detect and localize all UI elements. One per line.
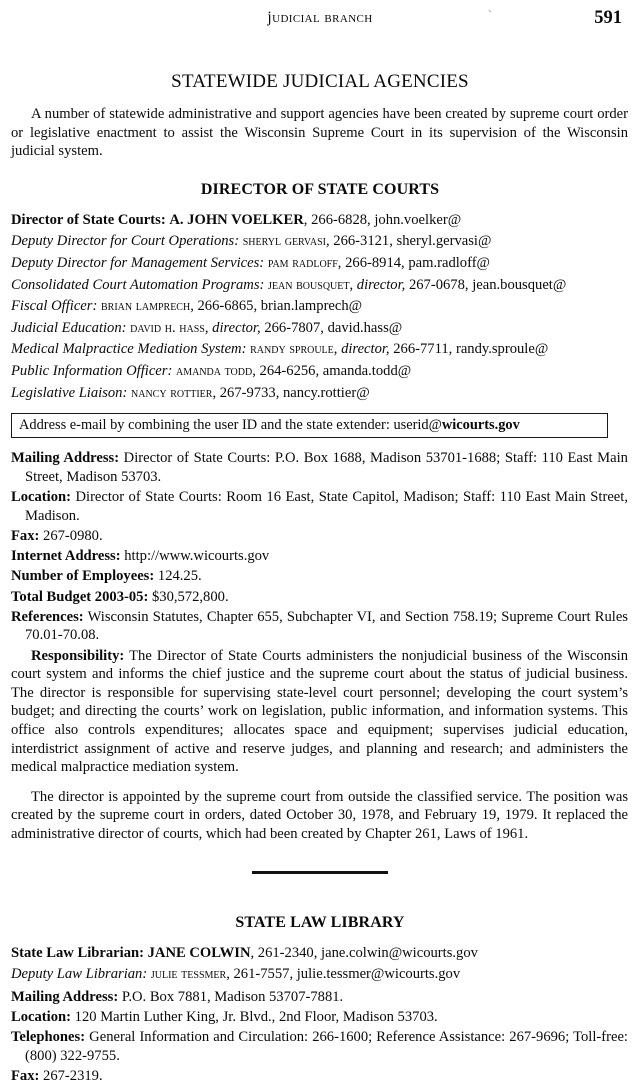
staff-email: jean.bousquet@ [472, 276, 567, 293]
staff-entry: Deputy Law Librarian: julie tessmer, 261-7557, julie.tessmer@wicourts.gov [11, 966, 461, 983]
subsection-heading-director-of-state-courts: DIRECTOR OF STATE COURTS [200, 180, 440, 198]
responsibility-label: Responsibility: [31, 647, 125, 664]
info-label: Location: [11, 1009, 71, 1026]
info-label: Number of Employees: [11, 568, 155, 585]
info-entry [11, 488, 628, 525]
info-value: Director of State Courts: P.O. Box 1688, Madison 53701-1688; Staff: 110 East Main Street, Madison 53703. [25, 450, 628, 485]
staff-entry: Legislative Liaison: nancy rottier, 267-9733, nancy.rottier@ [11, 384, 370, 401]
staff-role-label: Deputy Director for Court Operations: [11, 233, 240, 250]
section-divider-rule [252, 871, 388, 874]
email-note-text: Address e-mail by combining the user ID and the state extender: userid@ [19, 417, 442, 434]
staff-list-director-of-state-courts [11, 210, 630, 404]
staff-role-label: Legislative Liaison: [11, 384, 128, 401]
info-value: http://www.wicourts.gov [124, 548, 270, 565]
staff-person-name: randy sproule [250, 341, 334, 358]
info-label: Mailing Address: [11, 988, 119, 1005]
staff-entry: State Law Librarian: JANE COLWIN, 261-2340, jane.colwin@wicourts.gov [11, 944, 478, 961]
staff-designation: director, [356, 276, 406, 293]
staff-entry: Judicial Education: david h. hass, director, 266-7807, david.hass@ [11, 319, 403, 336]
info-entry [11, 1067, 628, 1086]
info-label: Location: [11, 489, 71, 506]
staff-phone: 267-0678 [408, 276, 465, 293]
staff-entry: Medical Malpractice Mediation System: randy sproule, director, 266-7711, randy.sproule@ [11, 341, 549, 358]
info-entry [11, 449, 628, 486]
info-entry [11, 1028, 628, 1065]
staff-phone: 266-3121 [333, 233, 390, 250]
staff-email: pam.radloff@ [408, 254, 490, 271]
staff-phone: 266-7711 [393, 341, 449, 358]
staff-role-label: Deputy Director for Management Services: [11, 254, 265, 271]
staff-email: randy.sproule@ [455, 341, 549, 358]
staff-entry: Deputy Director for Management Services: pam radloff, 266-8914, pam.radloff@ [11, 254, 490, 271]
scan-speck-mark: ` [488, 9, 492, 21]
staff-phone: 267-9733 [219, 384, 276, 401]
staff-email: julie.tessmer@wicourts.gov [296, 966, 461, 983]
staff-person-name: brian lamprech [100, 298, 191, 315]
responsibility-text: The Director of State Courts administers the nonjudicial business of the Wisconsin court system and informs the chief justice and the supreme court about the status of judicial business. The director is responsible for supervising state-level court personnel; developing the court system’s budget; and directing the courts’ work on legislation, public information, and information systems. This office also controls expenditures; allocates space and equipment; supervises judicial education, interdistrict assignment of active and reserve judges, and planning and research; and administers the medical malpractice mediation system. [11, 647, 628, 776]
info-value: 124.25. [157, 568, 202, 585]
section-title: STATEWIDE JUDICIAL AGENCIES [171, 71, 469, 92]
staff-phone: 266-7807 [264, 319, 321, 336]
staff-phone: 261-2340 [257, 944, 314, 961]
info-value: Director of State Courts: Room 16 East, State Capitol, Madison; Staff: 110 East Main Street, Madison. [25, 489, 628, 524]
info-list-director-of-state-courts [11, 449, 628, 645]
staff-role-label: Judicial Education: [11, 319, 127, 336]
staff-person-name: pam radloff [267, 254, 338, 271]
info-label: Fax: [11, 527, 40, 544]
staff-person-name: david h. hass [130, 319, 205, 336]
staff-phone: 266-6865 [197, 298, 254, 315]
subsection-heading-state-law-library: STATE LAW LIBRARY [235, 913, 405, 931]
staff-phone: 266-8914 [345, 254, 402, 271]
staff-role-label: Public Information Officer: [11, 362, 173, 379]
staff-person-name: JANE COLWIN [147, 944, 251, 961]
staff-person-name: jean bousquet [268, 276, 350, 293]
email-note-domain: wicourts.gov [441, 417, 520, 434]
info-label: Mailing Address: [11, 450, 120, 467]
staff-designation: director, [212, 319, 261, 336]
staff-entry: Consolidated Court Automation Programs: jean bousquet, director, 267-0678, jean.bousquet@ [11, 276, 567, 293]
info-value: 267-0980. [43, 527, 103, 544]
staff-email: david.hass@ [327, 319, 403, 336]
info-value: P.O. Box 7881, Madison 53707-7881. [121, 988, 344, 1005]
staff-entry: Deputy Director for Court Operations: sheryl gervasi, 266-3121, sheryl.gervasi@ [11, 233, 492, 250]
running-head [0, 9, 640, 43]
email-format-note-box [11, 413, 608, 438]
staff-email: amanda.todd@ [322, 362, 412, 379]
staff-email: john.voelker@ [374, 211, 462, 228]
info-value: Wisconsin Statutes, Chapter 655, Subchapter VI, and Section 758.19; Supreme Court Rules 70.01-70.08. [25, 608, 628, 644]
staff-phone: 261-7557 [233, 966, 290, 983]
info-entry [11, 547, 628, 566]
staff-person-name: nancy rottier [131, 384, 213, 401]
info-entry [11, 567, 628, 586]
info-label: Fax: [11, 1068, 40, 1085]
staff-email: jane.colwin@wicourts.gov [321, 944, 478, 961]
staff-role-label: Medical Malpractice Mediation System: [11, 341, 247, 358]
info-label: Internet Address: [11, 548, 121, 565]
document-page [0, 8, 640, 1085]
staff-person-name: julie tessmer [150, 966, 227, 983]
staff-entry: Director of State Courts: A. JOHN VOELKER, 266-6828, john.voelker@ [11, 211, 462, 228]
staff-phone: 264-6256 [259, 362, 316, 379]
running-head-title: judicial branch [267, 9, 373, 26]
staff-entry: Fiscal Officer: brian lamprech, 266-6865, brian.lamprech@ [11, 298, 363, 315]
appointment-paragraph: The director is appointed by the supreme court from outside the classified service. The position was created by the supreme court in orders, dated October 30, 1978, and February 19, 1979. It replaced the administrative director of courts, which had been created by Chapter 261, Laws of 1961. [11, 788, 628, 842]
responsibility-paragraph [11, 647, 628, 777]
info-label: References: [11, 608, 84, 625]
section-intro-paragraph: A number of statewide administrative and support agencies have been created by supreme court order or legislative enactment to assist the Wisconsin Supreme Court in its supervision of the Wisconsin judicial system. [11, 106, 628, 160]
info-value: 267-2319. [43, 1068, 103, 1085]
info-entry [11, 588, 628, 607]
info-value: 120 Martin Luther King, Jr. Blvd., 2nd Floor, Madison 53703. [74, 1009, 438, 1026]
info-entry [11, 608, 628, 645]
info-entry [11, 527, 628, 546]
staff-phone: 266-6828 [311, 211, 368, 228]
info-value: General Information and Circulation: 266-1600; Reference Assistance: 267-9696; Toll-free: (800) 322-9755. [25, 1029, 628, 1065]
info-label: Telephones: [11, 1029, 86, 1046]
info-label: Total Budget 2003-05: [11, 588, 149, 605]
info-value: $30,572,800. [151, 588, 229, 605]
staff-person-name: sheryl gervasi [242, 233, 326, 250]
staff-role-label: Director of State Courts: [11, 211, 166, 228]
staff-designation: director, [341, 341, 390, 358]
staff-person-name: amanda todd [175, 362, 253, 379]
info-entry [11, 1008, 628, 1027]
staff-email: sheryl.gervasi@ [396, 233, 492, 250]
staff-email: nancy.rottier@ [282, 384, 370, 401]
staff-role-label: Deputy Law Librarian: [11, 966, 148, 983]
staff-list-state-law-library [11, 943, 630, 986]
staff-role-label: Consolidated Court Automation Programs: [11, 276, 265, 293]
info-list-state-law-library [11, 988, 628, 1086]
info-entry [11, 988, 628, 1007]
staff-role-label: State Law Librarian: [11, 944, 144, 961]
staff-person-name: A. JOHN VOELKER [169, 211, 304, 228]
staff-role-label: Fiscal Officer: [11, 298, 98, 315]
staff-email: brian.lamprech@ [260, 298, 363, 315]
page-number: 591 [594, 8, 622, 28]
staff-entry: Public Information Officer: amanda todd, 264-6256, amanda.todd@ [11, 362, 412, 379]
